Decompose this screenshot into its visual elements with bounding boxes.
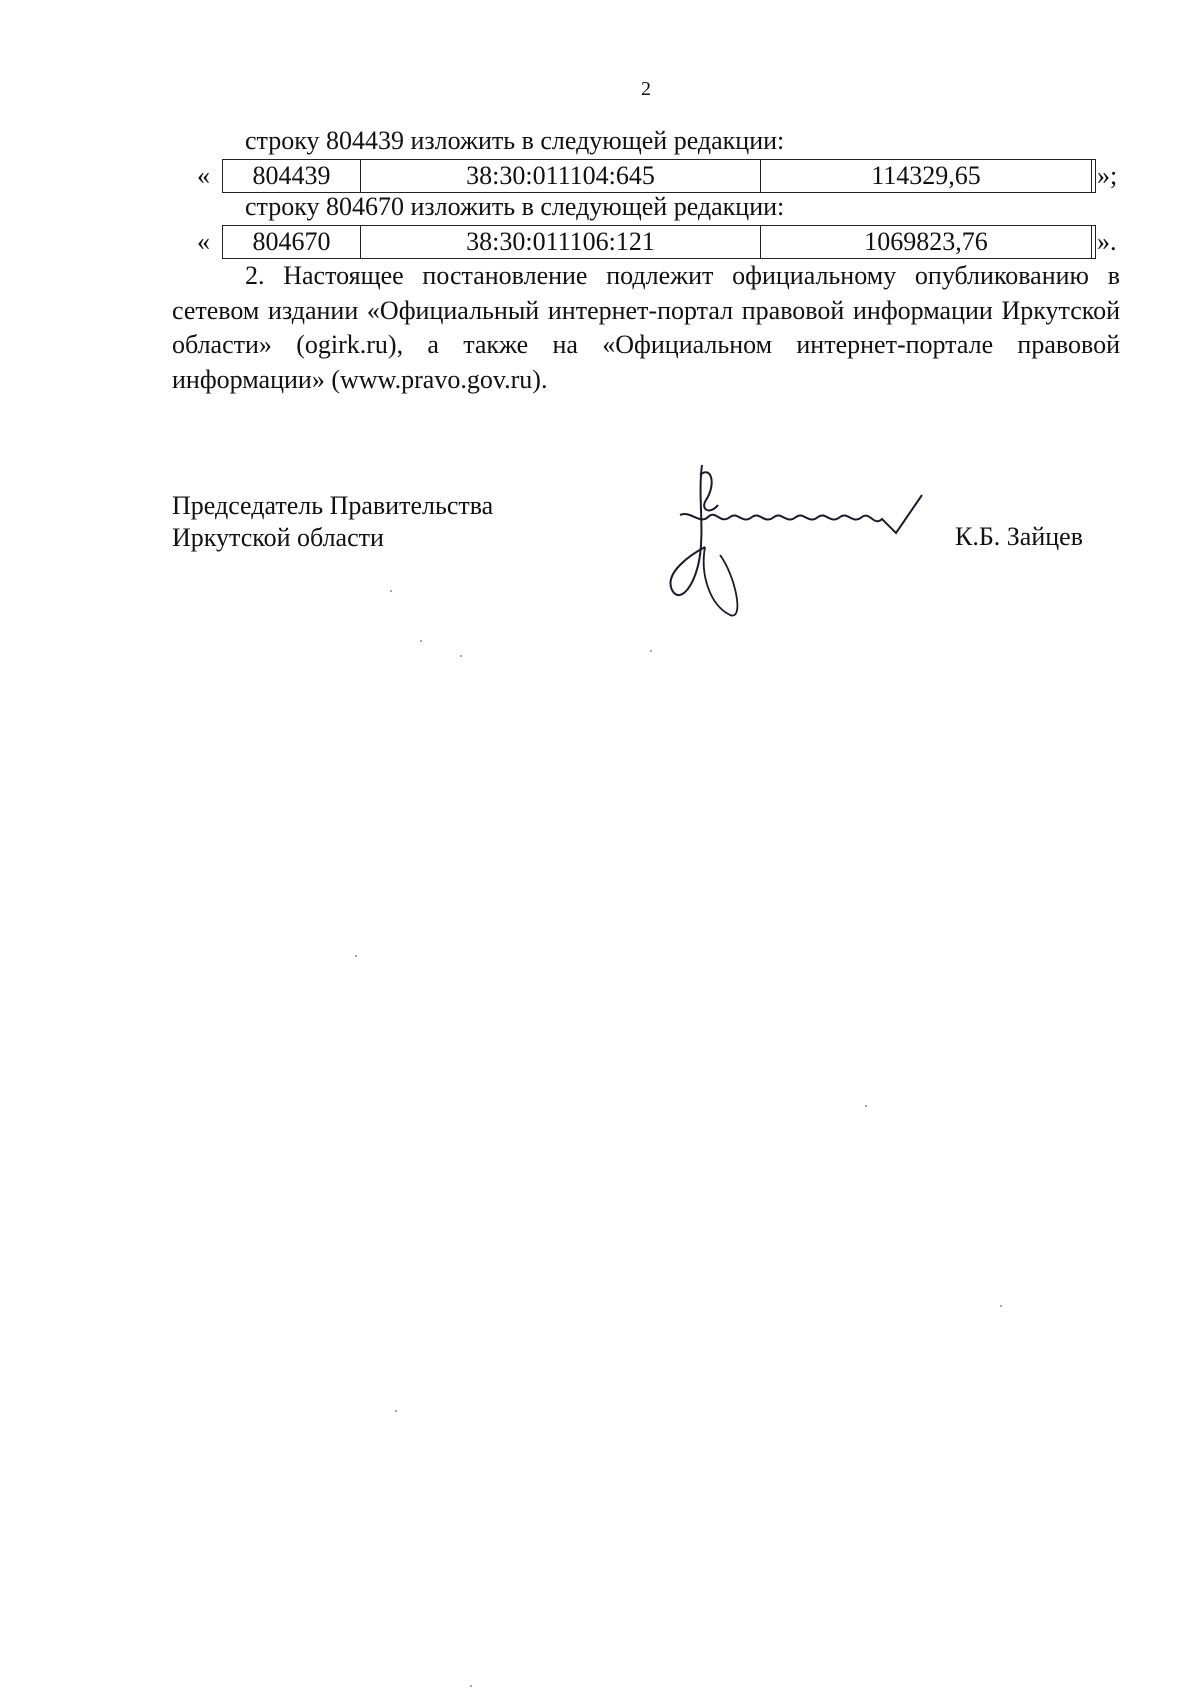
open-quote: «	[197, 227, 210, 256]
row-number-cell: 804670	[223, 226, 361, 258]
signer-name: К.Б. Зайцев	[955, 522, 1083, 551]
amendment-intro-2: строку 804670 изложить в следующей редакции:	[245, 192, 785, 221]
scan-speck	[355, 955, 357, 957]
close-quote: ».	[1097, 227, 1117, 256]
open-quote: «	[197, 161, 210, 190]
handwritten-signature-icon	[660, 455, 950, 625]
scan-speck	[390, 590, 392, 592]
cadastral-number-cell: 38:30:011106:121	[361, 226, 761, 258]
row-number-cell: 804439	[223, 160, 361, 192]
scan-speck	[470, 1685, 472, 1687]
table-row	[222, 159, 1096, 193]
position-line-1: Председатель Правительства	[172, 491, 494, 520]
close-quote: »;	[1097, 161, 1118, 190]
scan-speck	[865, 1105, 867, 1107]
page-number: 2	[641, 78, 651, 100]
scan-speck	[395, 1410, 397, 1412]
cell-end	[1092, 226, 1095, 258]
paragraph-publication: 2. Настоящее постановление подлежит официальному опубликованию в сетевом издании «Официальный интернет-портал правовой информации Иркутской области» (ogirk.ru), а также на «Официальном интернет-портале правовой информации» (www.pravo.gov.ru).	[172, 261, 1120, 394]
amendment-row-2	[197, 225, 1122, 259]
scan-speck	[1000, 1305, 1002, 1307]
table-row	[222, 225, 1096, 259]
scan-speck	[420, 640, 422, 642]
position-line-2: Иркутской области	[172, 523, 384, 552]
scan-speck	[650, 650, 652, 652]
value-cell: 114329,65	[761, 160, 1092, 192]
amendment-intro-1: строку 804439 изложить в следующей редакции:	[245, 126, 785, 155]
value-cell: 1069823,76	[761, 226, 1092, 258]
signatory-position	[172, 490, 493, 554]
cell-end	[1092, 160, 1095, 192]
amendment-row-1	[197, 159, 1122, 193]
cadastral-number-cell: 38:30:011104:645	[361, 160, 761, 192]
scan-speck	[460, 655, 462, 657]
